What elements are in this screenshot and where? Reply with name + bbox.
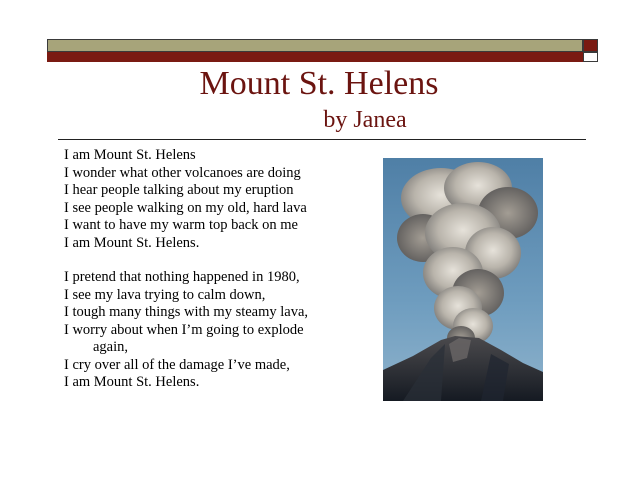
poem-line: I hear people talking about my eruption: [64, 182, 294, 198]
poem-line: I want to have my warm top back on me: [64, 217, 298, 233]
poem-text: [64, 147, 374, 392]
header-bar-red: [47, 52, 583, 62]
poem-line: again,: [93, 339, 129, 355]
poem-line: I cry over all of the damage I’ve made,: [64, 356, 290, 373]
slide-subtitle: by Janea: [323, 107, 407, 133]
poem-line: I am Mount St. Helens: [64, 147, 196, 163]
header-square-red: [583, 39, 598, 52]
poem-line: I tough many things with my steamy lava,: [64, 304, 309, 320]
poem-line: I see my lava trying to calm down,: [64, 286, 266, 303]
poem-line: I wonder what other volcanoes are doing: [64, 164, 301, 181]
poem-line: I am Mount St. Helens.: [64, 234, 200, 251]
header-square-white: [583, 52, 598, 62]
poem-line: I worry about when I’m going to explode: [64, 321, 304, 338]
poem-line: I pretend that nothing happened in 1980,: [64, 269, 300, 285]
volcano-eruption-photo: [383, 158, 543, 401]
title-divider: [58, 139, 586, 140]
poem-line: I am Mount St. Helens.: [64, 374, 200, 390]
slide-title: Mount St. Helens: [199, 65, 439, 102]
poem-line: I see people walking on my old, hard lava: [64, 199, 307, 216]
stanza-gap: [64, 252, 374, 269]
header-bar-olive: [47, 39, 583, 52]
